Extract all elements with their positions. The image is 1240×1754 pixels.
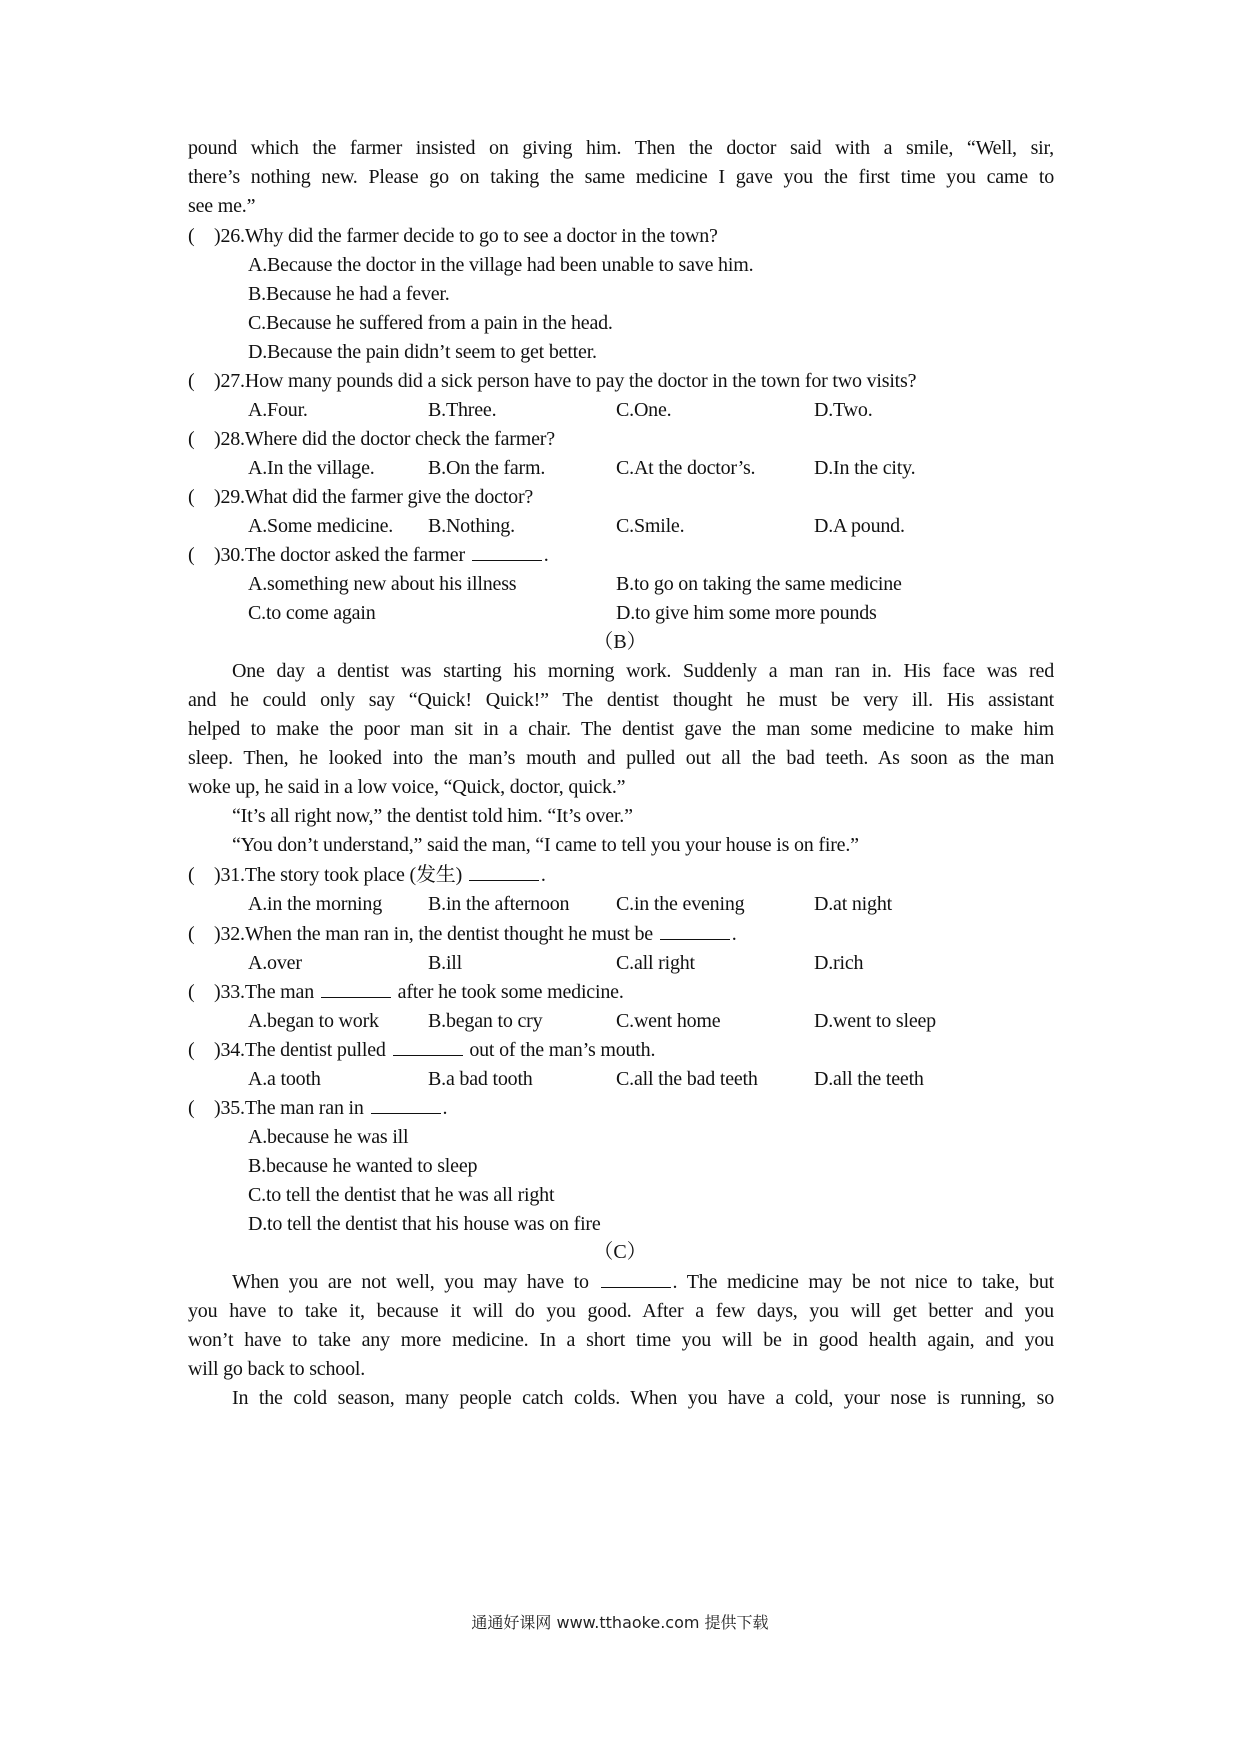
option-c: C.to tell the dentist that he was all right bbox=[248, 1184, 555, 1206]
question-35: ( )35.The man ran in . bbox=[188, 1094, 1054, 1123]
answer-paren[interactable]: ( bbox=[188, 370, 195, 392]
fill-blank bbox=[321, 979, 391, 998]
passage-c-line: will go back to school. bbox=[188, 1358, 366, 1380]
question-stem: The man ran in bbox=[244, 1097, 364, 1119]
option-b: B.began to cry bbox=[428, 1010, 543, 1032]
question-stem: The story took place (发生) bbox=[244, 864, 463, 886]
answer-paren[interactable]: ( bbox=[188, 923, 195, 945]
option-d: D.went to sleep bbox=[814, 1010, 936, 1032]
question-number: )34. bbox=[214, 1039, 245, 1061]
option-a: A.began to work bbox=[248, 1010, 379, 1032]
option-c: C.Because he suffered from a pain in the head. bbox=[248, 312, 613, 334]
fill-blank bbox=[472, 542, 542, 561]
question-number: )27. bbox=[214, 370, 245, 392]
option-d: D.to give him some more pounds bbox=[616, 602, 877, 624]
option-c: C.in the evening bbox=[616, 893, 745, 915]
question-stem: The man bbox=[244, 981, 315, 1003]
question-number: )33. bbox=[214, 981, 245, 1003]
passage-c-line: you have to take it, because it will do you good. After a few days, you will get better and you bbox=[188, 1300, 1054, 1322]
answer-paren[interactable]: ( bbox=[188, 1039, 195, 1061]
fill-blank bbox=[469, 862, 539, 881]
option-a: A.Four. bbox=[248, 399, 308, 421]
question-31: ( )31.The story took place (发生) . bbox=[188, 861, 1054, 890]
passage-b-line: helped to make the poor man sit in a chair. The dentist gave the man some medicine to make him bbox=[188, 718, 1054, 740]
option-a: A.a tooth bbox=[248, 1068, 321, 1090]
answer-paren[interactable]: ( bbox=[188, 1097, 195, 1119]
question-stem: What did the farmer give the doctor? bbox=[244, 486, 534, 508]
option-b: B.in the afternoon bbox=[428, 893, 570, 915]
question-26 bbox=[188, 222, 1054, 251]
question-number: )28. bbox=[214, 428, 245, 450]
footer-watermark: 通通好课网 www.tthaoke.com 提供下载 bbox=[471, 1613, 769, 1632]
answer-paren[interactable]: ( bbox=[188, 428, 195, 450]
question-33: ( )33.The man after he took some medicine. bbox=[188, 978, 1054, 1007]
fill-blank bbox=[393, 1037, 463, 1056]
option-a: A.something new about his illness bbox=[248, 573, 517, 595]
passage-b-line: “You don’t understand,” said the man, “I came to tell you your house is on fire.” bbox=[232, 834, 859, 856]
option-b: B.On the farm. bbox=[428, 457, 546, 479]
answer-paren[interactable]: ( bbox=[188, 544, 195, 566]
option-c: C.At the doctor’s. bbox=[616, 457, 756, 479]
question-number: )30. bbox=[214, 544, 245, 566]
section-c-heading: （C） bbox=[593, 1241, 647, 1263]
section-b-heading: （B） bbox=[593, 631, 647, 653]
option-d: D.all the teeth bbox=[814, 1068, 924, 1090]
option-d: D.to tell the dentist that his house was on fire bbox=[248, 1213, 601, 1235]
question-number: )29. bbox=[214, 486, 245, 508]
option-a: A.because he was ill bbox=[248, 1126, 409, 1148]
fill-blank bbox=[371, 1095, 441, 1114]
option-d: D.at night bbox=[814, 893, 892, 915]
question-stem: Where did the doctor check the farmer? bbox=[244, 428, 555, 450]
question-stem: The dentist pulled bbox=[244, 1039, 386, 1061]
question-28 bbox=[188, 425, 1054, 454]
fill-blank bbox=[660, 921, 730, 940]
question-stem: The doctor asked the farmer bbox=[244, 544, 465, 566]
passage-a-line: there’s nothing new. Please go on taking the same medicine I gave you the first time you came to bbox=[188, 166, 1054, 188]
option-c: C.all the bad teeth bbox=[616, 1068, 758, 1090]
option-c: C.went home bbox=[616, 1010, 721, 1032]
question-stem: Why did the farmer decide to go to see a doctor in the town? bbox=[244, 225, 718, 247]
option-a: A.Because the doctor in the village had been unable to save him. bbox=[248, 254, 754, 276]
option-d: D.Two. bbox=[814, 399, 873, 421]
option-a: A.Some medicine. bbox=[248, 515, 394, 537]
answer-paren[interactable]: ( bbox=[188, 864, 195, 886]
option-b: B.Nothing. bbox=[428, 515, 515, 537]
option-a: A.In the village. bbox=[248, 457, 375, 479]
option-c: C.all right bbox=[616, 952, 695, 974]
passage-b-line: “It’s all right now,” the dentist told him. “It’s over.” bbox=[232, 805, 633, 827]
option-a: A.over bbox=[248, 952, 302, 974]
question-stem: When the man ran in, the dentist thought he must be bbox=[244, 923, 653, 945]
option-b: B.Because he had a fever. bbox=[248, 283, 450, 305]
passage-b-line: sleep. Then, he looked into the man’s mouth and pulled out all the bad teeth. As soon as the man bbox=[188, 747, 1054, 769]
passage-b-line: One day a dentist was starting his morning work. Suddenly a man ran in. His face was red bbox=[232, 660, 1054, 682]
option-d: D.Because the pain didn’t seem to get better. bbox=[248, 341, 597, 363]
question-34: ( )34.The dentist pulled out of the man’s mouth. bbox=[188, 1036, 1054, 1065]
answer-paren[interactable]: ( bbox=[188, 225, 195, 247]
option-b: B.to go on taking the same medicine bbox=[616, 573, 902, 595]
option-b: B.because he wanted to sleep bbox=[248, 1155, 478, 1177]
option-d: D.rich bbox=[814, 952, 864, 974]
passage-c-line: In the cold season, many people catch colds. When you have a cold, your nose is running, so bbox=[232, 1387, 1054, 1409]
option-c: C.to come again bbox=[248, 602, 376, 624]
question-number: )32. bbox=[214, 923, 245, 945]
option-b: B.ill bbox=[428, 952, 463, 974]
option-a: A.in the morning bbox=[248, 893, 383, 915]
question-number: )35. bbox=[214, 1097, 245, 1119]
question-number: )26. bbox=[214, 225, 245, 247]
passage-a-line: see me.” bbox=[188, 195, 256, 217]
passage-c-line: won’t have to take any more medicine. In a short time you will be in good health again, and you bbox=[188, 1329, 1054, 1351]
answer-paren[interactable]: ( bbox=[188, 486, 195, 508]
fill-blank bbox=[601, 1269, 671, 1288]
passage-a-line: pound which the farmer insisted on giving him. Then the doctor said with a smile, “Well, sir, bbox=[188, 137, 1054, 159]
passage-c-line: When you are not well, you may have to . The medicine may be not nice to take, but bbox=[232, 1271, 1054, 1293]
option-c: C.One. bbox=[616, 399, 672, 421]
question-number: )31. bbox=[214, 864, 245, 886]
answer-paren[interactable]: ( bbox=[188, 981, 195, 1003]
question-29 bbox=[188, 483, 1054, 512]
passage-b-line: woke up, he said in a low voice, “Quick, doctor, quick.” bbox=[188, 776, 626, 798]
option-c: C.Smile. bbox=[616, 515, 685, 537]
option-d: D.A pound. bbox=[814, 515, 905, 537]
question-30: ( )30.The doctor asked the farmer . bbox=[188, 541, 1054, 570]
question-32: ( )32.When the man ran in, the dentist thought he must be . bbox=[188, 920, 1054, 949]
question-stem: How many pounds did a sick person have to pay the doctor in the town for two visits? bbox=[244, 370, 917, 392]
option-d: D.In the city. bbox=[814, 457, 916, 479]
question-27 bbox=[188, 367, 1054, 396]
passage-b-line: and he could only say “Quick! Quick!” The dentist thought he must be very ill. His assistant bbox=[188, 689, 1054, 711]
option-b: B.a bad tooth bbox=[428, 1068, 533, 1090]
option-b: B.Three. bbox=[428, 399, 497, 421]
